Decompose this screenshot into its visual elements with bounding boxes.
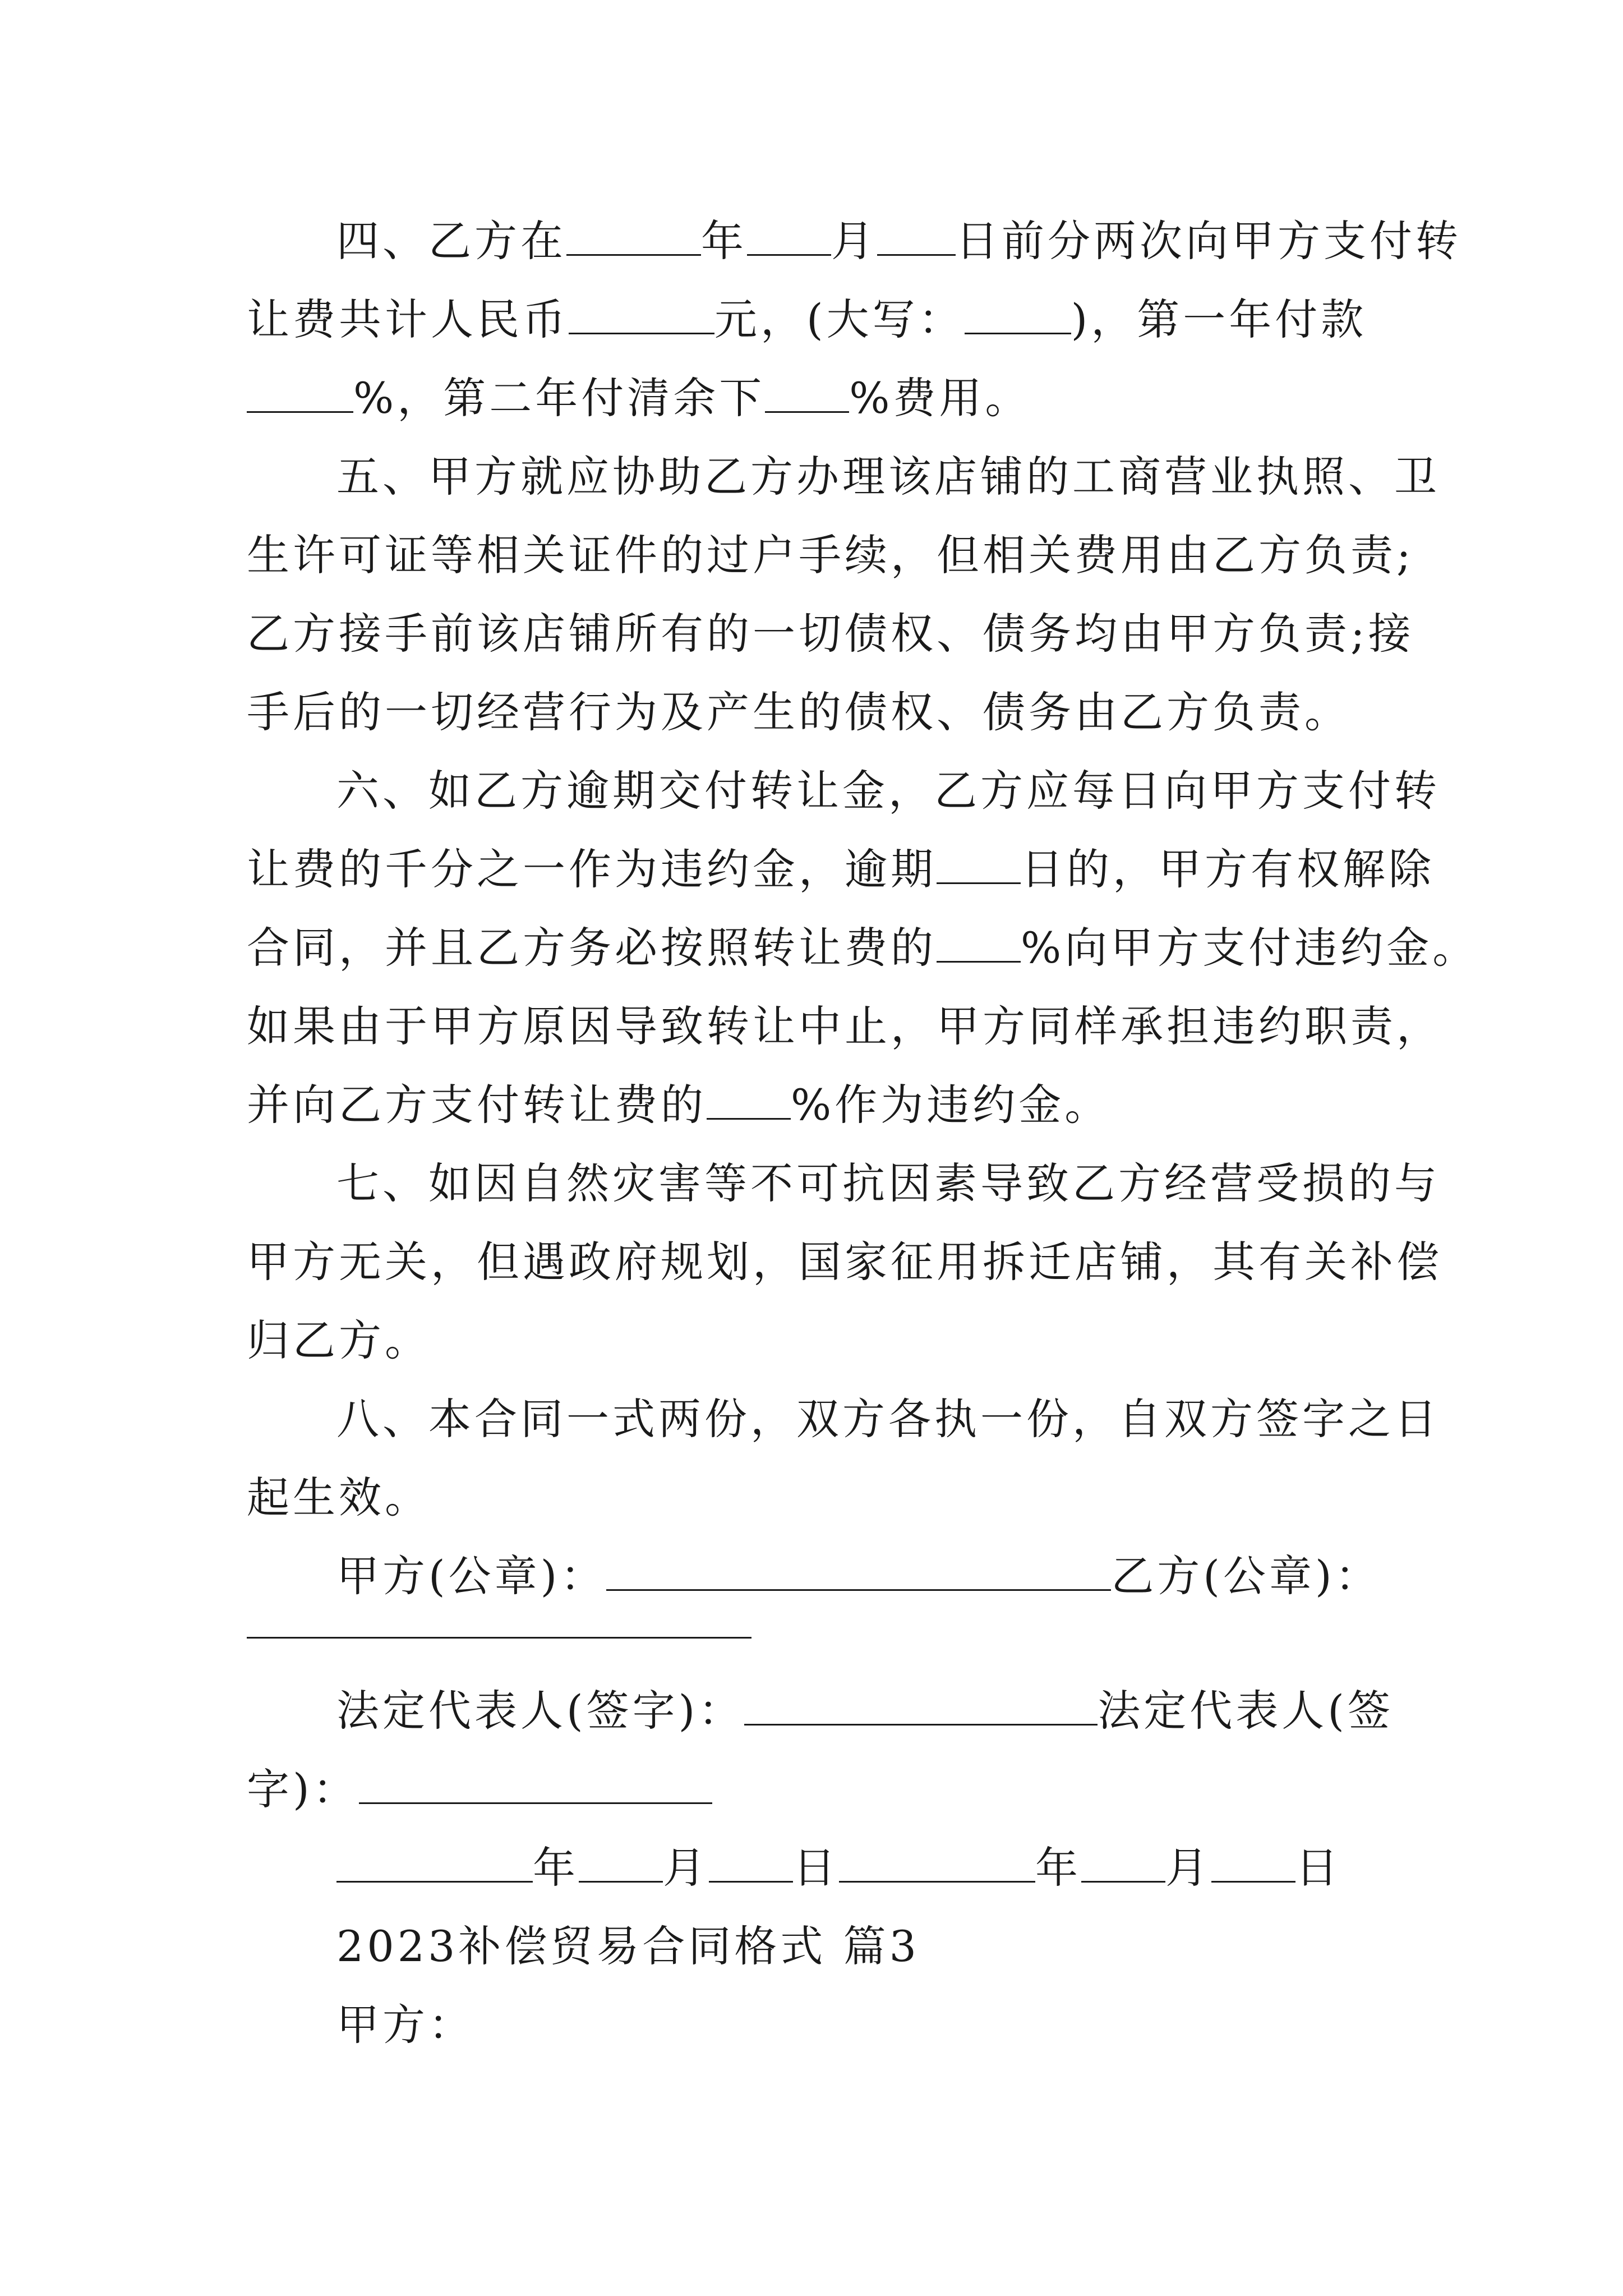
text: %费用。 bbox=[849, 373, 1031, 423]
blank-remaining-percent bbox=[765, 372, 849, 413]
party-b-seal-blank bbox=[247, 1637, 751, 1639]
clause-four-line-3 bbox=[247, 370, 1031, 426]
rep-a-blank bbox=[744, 1685, 1098, 1726]
text: %作为违约金。 bbox=[791, 1080, 1111, 1130]
blank-penalty-percent-b bbox=[707, 1079, 791, 1120]
section-title: 2023补偿贸易合同格式 篇3 bbox=[336, 1921, 920, 1971]
date-b-month-blank bbox=[1081, 1842, 1165, 1883]
clause-six-line-1: 六、如乙方逾期交付转让金，乙方应每日向甲方支付转 bbox=[336, 766, 1440, 816]
date-a-year-blank bbox=[336, 1842, 533, 1883]
party-b-seal-label: 乙方(公章)： bbox=[1111, 1551, 1381, 1601]
clause-five-line-4: 手后的一切经营行为及产生的债权、债务由乙方负责。 bbox=[247, 687, 1350, 737]
text: %向甲方支付违约金。 bbox=[1021, 923, 1479, 973]
clause-seven-line-3: 归乙方。 bbox=[247, 1315, 431, 1365]
clause-seven-line-1: 七、如因自然灾害等不可抗因素导致乙方经营受损的与 bbox=[336, 1158, 1440, 1208]
text: 日 bbox=[793, 1843, 839, 1893]
text: 月 bbox=[831, 216, 877, 266]
clause-five-line-1: 五、甲方就应协助乙方办理该店铺的工商营业执照、卫 bbox=[336, 452, 1440, 501]
date-b-day-blank bbox=[1211, 1842, 1295, 1883]
clause-four-line-2 bbox=[247, 292, 1367, 348]
clause-eight-line-2: 起生效。 bbox=[247, 1473, 431, 1522]
clause-five-line-3: 乙方接手前该店铺所有的一切债权、债务均由甲方负责;接 bbox=[247, 609, 1414, 659]
blank-amount-words bbox=[965, 293, 1071, 334]
date-a-day-blank bbox=[709, 1842, 793, 1883]
clause-six-line-2 bbox=[247, 841, 1435, 898]
text: 日 bbox=[1295, 1843, 1341, 1893]
party-a-seal-label: 甲方(公章)： bbox=[336, 1551, 607, 1601]
clause-eight-line-1: 八、本合同一式两份，双方各执一份，自双方签字之日 bbox=[336, 1394, 1440, 1444]
blank-year bbox=[566, 215, 701, 256]
text: %，第二年付清余下 bbox=[353, 373, 766, 423]
text: 四、乙方在 bbox=[336, 216, 566, 266]
blank-month bbox=[747, 215, 831, 256]
clause-five-line-2: 生许可证等相关证件的过户手续，但相关费用由乙方负责; bbox=[247, 530, 1414, 580]
rep-a-label: 法定代表人(签字)： bbox=[336, 1686, 745, 1736]
blank-first-percent bbox=[247, 372, 353, 413]
rep-signature-line bbox=[336, 1683, 1394, 1739]
date-b-year-blank bbox=[839, 1842, 1035, 1883]
clause-six-line-4: 如果由于甲方原因导致转让中止，甲方同样承担违约职责， bbox=[247, 1001, 1442, 1051]
text: 并向乙方支付转让费的 bbox=[247, 1080, 707, 1130]
party-a-seal-blank bbox=[606, 1550, 1111, 1591]
text: 月 bbox=[1165, 1843, 1211, 1893]
date-line bbox=[336, 1840, 1341, 1896]
clause-four-line-1 bbox=[336, 213, 1461, 269]
blank-penalty-percent bbox=[937, 922, 1021, 963]
text: 让费共计人民币 bbox=[247, 295, 569, 344]
text: 元，(大写： bbox=[714, 295, 965, 344]
rep-b-line bbox=[247, 1761, 712, 1818]
clause-six-line-5 bbox=[247, 1077, 1110, 1133]
text: 日的，甲方有权解除 bbox=[1021, 844, 1435, 894]
party-a-label: 甲方： bbox=[336, 2000, 474, 2050]
clause-seven-line-2: 甲方无关，但遇政府规划，国家征用拆迁店铺，其有关补偿 bbox=[247, 1237, 1442, 1287]
text: )，第一年付款 bbox=[1071, 295, 1367, 344]
date-a-month-blank bbox=[579, 1842, 663, 1883]
text: 合同，并且乙方务必按照转让费的 bbox=[247, 923, 937, 973]
party-a-seal-line bbox=[336, 1548, 1381, 1604]
text: 月 bbox=[663, 1843, 709, 1893]
text: 年 bbox=[1035, 1843, 1081, 1893]
rep-b-blank bbox=[359, 1763, 712, 1804]
rep-b-label: 法定代表人(签 bbox=[1098, 1686, 1394, 1736]
text: 让费的千分之一作为违约金，逾期 bbox=[247, 844, 937, 894]
clause-six-line-3 bbox=[247, 920, 1478, 976]
blank-amount bbox=[569, 293, 714, 334]
text: 年 bbox=[533, 1843, 579, 1893]
blank-day bbox=[877, 215, 956, 256]
rep-b-label-cont: 字)： bbox=[247, 1764, 359, 1814]
text: 日前分两次向甲方支付转 bbox=[956, 216, 1461, 266]
blank-overdue-days bbox=[937, 843, 1021, 884]
text: 年 bbox=[701, 216, 747, 266]
